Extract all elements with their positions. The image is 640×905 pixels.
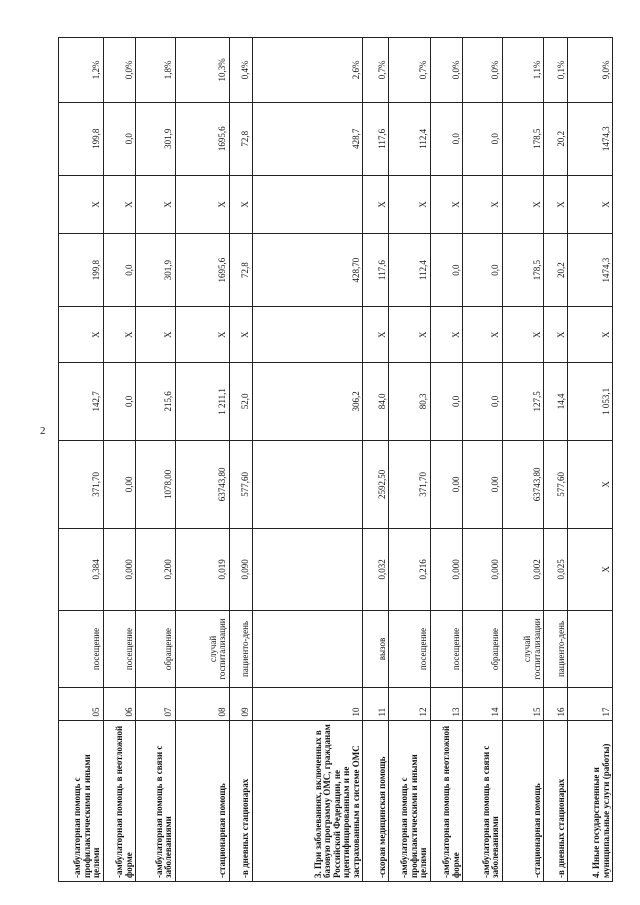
unit-cell: обращение — [462, 610, 502, 688]
total-cell: 20,2 — [544, 102, 568, 175]
per-capita-cell: 52,0 — [229, 363, 252, 441]
volume-cell: 0,000 — [462, 528, 502, 610]
table-row — [363, 38, 389, 882]
total-cell: 1695,6 — [175, 102, 229, 175]
cost-table — [58, 37, 613, 882]
table-row — [462, 38, 502, 882]
row-code-cell: 09 — [229, 688, 252, 720]
percent-cell: 9,0% — [568, 38, 613, 103]
total-cell: 199,8 — [59, 102, 104, 175]
x-mark-cell — [252, 175, 362, 233]
volume-cell: 0,384 — [59, 528, 104, 610]
row-name-cell: -амбулаторная помощь в неотложной форме — [430, 720, 462, 881]
rotated-table-container — [58, 37, 613, 882]
x-mark-cell: X — [363, 175, 389, 233]
per-capita-cell: 0,0 — [430, 363, 462, 441]
row-code-cell: 10 — [252, 688, 362, 720]
table-row — [389, 38, 431, 882]
x-mark-cell: X — [544, 175, 568, 233]
cost-per-unit-cell: 577,60 — [544, 440, 568, 528]
cost-per-unit-cell: X — [568, 440, 613, 528]
volume-cell: 0,090 — [229, 528, 252, 610]
row-code-cell: 13 — [430, 688, 462, 720]
volume-cell: 0,032 — [363, 528, 389, 610]
value-cell: 112,4 — [389, 234, 431, 307]
cost-per-unit-cell — [252, 440, 362, 528]
percent-cell: 1,1% — [502, 38, 544, 103]
percent-cell: 0,0% — [462, 38, 502, 103]
percent-cell: 0,7% — [389, 38, 431, 103]
row-code-cell: 06 — [103, 688, 135, 720]
x-mark-cell — [252, 307, 362, 363]
volume-cell: 0,019 — [175, 528, 229, 610]
unit-cell: посещение — [59, 610, 104, 688]
row-name-cell: -в дневных стационарах — [229, 720, 252, 881]
row-code-cell: 05 — [59, 688, 104, 720]
row-name-cell: -стационарная помощь — [175, 720, 229, 881]
percent-cell: 0,7% — [363, 38, 389, 103]
value-cell: 0,0 — [462, 234, 502, 307]
total-cell: 178,5 — [502, 102, 544, 175]
cost-per-unit-cell: 0,00 — [462, 440, 502, 528]
x-mark-cell: X — [462, 175, 502, 233]
row-code-cell: 15 — [502, 688, 544, 720]
unit-cell: посещение — [103, 610, 135, 688]
row-code-cell: 11 — [363, 688, 389, 720]
x-mark-cell: X — [363, 307, 389, 363]
unit-cell: посещение — [430, 610, 462, 688]
unit-cell: посещение — [389, 610, 431, 688]
table-row — [175, 38, 229, 882]
total-cell: 0,0 — [430, 102, 462, 175]
value-cell: 20,2 — [544, 234, 568, 307]
cost-per-unit-cell: 371,70 — [59, 440, 104, 528]
unit-cell: пациенто-день — [544, 610, 568, 688]
unit-cell: случай госпитализации — [502, 610, 544, 688]
percent-cell: 0,4% — [229, 38, 252, 103]
total-cell: 0,0 — [462, 102, 502, 175]
total-cell: 0,0 — [103, 102, 135, 175]
cost-per-unit-cell: 63743,80 — [175, 440, 229, 528]
table-body — [59, 38, 613, 882]
per-capita-cell: 80,3 — [389, 363, 431, 441]
unit-cell: вызов — [363, 610, 389, 688]
x-mark-cell: X — [568, 175, 613, 233]
table-row — [136, 38, 176, 882]
table-row — [103, 38, 135, 882]
row-code-cell: 16 — [544, 688, 568, 720]
per-capita-cell: 1 053,1 — [568, 363, 613, 441]
total-cell: 301,9 — [136, 102, 176, 175]
row-name-cell: -в дневных стационарах — [544, 720, 568, 881]
row-name-cell: -скорая медицинская помощь — [363, 720, 389, 881]
total-cell: 112,4 — [389, 102, 431, 175]
row-name-cell: -амбулаторная помощь в связи с заболеваниями — [136, 720, 176, 881]
table-row — [252, 38, 362, 882]
x-mark-cell: X — [502, 307, 544, 363]
unit-cell: случай госпитализации — [175, 610, 229, 688]
per-capita-cell: 0,0 — [103, 363, 135, 441]
value-cell: 428,70 — [252, 234, 362, 307]
total-cell: 117,6 — [363, 102, 389, 175]
percent-cell: 1,2% — [59, 38, 104, 103]
per-capita-cell: 306,2 — [252, 363, 362, 441]
cost-per-unit-cell: 577,60 — [229, 440, 252, 528]
x-mark-cell: X — [544, 307, 568, 363]
unit-cell: пациенто-день — [229, 610, 252, 688]
value-cell: 301,9 — [136, 234, 176, 307]
row-name-cell: 4. Иные государственные и муниципальные услуги (работы) — [568, 720, 613, 881]
per-capita-cell: 215,6 — [136, 363, 176, 441]
unit-cell — [568, 610, 613, 688]
per-capita-cell: 0,0 — [462, 363, 502, 441]
x-mark-cell: X — [430, 175, 462, 233]
row-code-cell: 17 — [568, 688, 613, 720]
row-code-cell: 08 — [175, 688, 229, 720]
table-row — [568, 38, 613, 882]
x-mark-cell: X — [59, 175, 104, 233]
volume-cell: X — [568, 528, 613, 610]
row-name-cell: -амбулаторная помощь с профилактическими и иными целями — [59, 720, 104, 881]
row-name-cell: -амбулаторная помощь с профилактическими и иными целями — [389, 720, 431, 881]
volume-cell: 0,002 — [502, 528, 544, 610]
page-number: 2 — [40, 425, 46, 437]
value-cell: 117,6 — [363, 234, 389, 307]
x-mark-cell: X — [175, 307, 229, 363]
cost-per-unit-cell: 63743,80 — [502, 440, 544, 528]
volume-cell: 0,000 — [430, 528, 462, 610]
table-row — [502, 38, 544, 882]
x-mark-cell: X — [103, 175, 135, 233]
value-cell: 0,0 — [430, 234, 462, 307]
value-cell: 0,0 — [103, 234, 135, 307]
x-mark-cell: X — [59, 307, 104, 363]
per-capita-cell: 142,7 — [59, 363, 104, 441]
x-mark-cell: X — [430, 307, 462, 363]
x-mark-cell: X — [229, 175, 252, 233]
percent-cell: 0,1% — [544, 38, 568, 103]
percent-cell: 2,6% — [252, 38, 362, 103]
x-mark-cell: X — [136, 175, 176, 233]
x-mark-cell: X — [502, 175, 544, 233]
value-cell: 199,8 — [59, 234, 104, 307]
table-row — [59, 38, 104, 882]
volume-cell: 0,216 — [389, 528, 431, 610]
x-mark-cell: X — [462, 307, 502, 363]
volume-cell: 0,200 — [136, 528, 176, 610]
x-mark-cell: X — [568, 307, 613, 363]
per-capita-cell: 14,4 — [544, 363, 568, 441]
per-capita-cell: 127,5 — [502, 363, 544, 441]
per-capita-cell: 84,0 — [363, 363, 389, 441]
percent-cell: 1,8% — [136, 38, 176, 103]
total-cell: 1474,3 — [568, 102, 613, 175]
total-cell: 72,8 — [229, 102, 252, 175]
x-mark-cell: X — [136, 307, 176, 363]
row-name-cell: -стационарная помощь — [502, 720, 544, 881]
row-code-cell: 12 — [389, 688, 431, 720]
row-code-cell: 14 — [462, 688, 502, 720]
cost-per-unit-cell: 1078,00 — [136, 440, 176, 528]
cost-per-unit-cell: 0,00 — [430, 440, 462, 528]
cost-per-unit-cell: 371,70 — [389, 440, 431, 528]
percent-cell: 0,0% — [103, 38, 135, 103]
x-mark-cell: X — [389, 175, 431, 233]
x-mark-cell: X — [175, 175, 229, 233]
value-cell: 1474,3 — [568, 234, 613, 307]
percent-cell: 10,3% — [175, 38, 229, 103]
row-name-cell: 3. При заболеваниях, включенных в базовую программу ОМС, гражданам Российской Федерации, не идентифицированным и не застрахованным в системе ОМС — [252, 720, 362, 881]
cost-per-unit-cell: 0,00 — [103, 440, 135, 528]
x-mark-cell: X — [229, 307, 252, 363]
unit-cell — [252, 610, 362, 688]
x-mark-cell: X — [389, 307, 431, 363]
total-cell: 428,7 — [252, 102, 362, 175]
per-capita-cell: 1 211,1 — [175, 363, 229, 441]
x-mark-cell: X — [103, 307, 135, 363]
table-row — [544, 38, 568, 882]
volume-cell: 0,025 — [544, 528, 568, 610]
row-code-cell: 07 — [136, 688, 176, 720]
unit-cell: обращение — [136, 610, 176, 688]
row-name-cell: -амбулаторная помощь в неотложной форме — [103, 720, 135, 881]
value-cell: 178,5 — [502, 234, 544, 307]
volume-cell — [252, 528, 362, 610]
value-cell: 1695,6 — [175, 234, 229, 307]
percent-cell: 0,0% — [430, 38, 462, 103]
cost-per-unit-cell: 2592,50 — [363, 440, 389, 528]
table-row — [430, 38, 462, 882]
row-name-cell: -амбулаторная помощь в связи с заболеваниями — [462, 720, 502, 881]
table-row — [229, 38, 252, 882]
value-cell: 72,8 — [229, 234, 252, 307]
volume-cell: 0,000 — [103, 528, 135, 610]
